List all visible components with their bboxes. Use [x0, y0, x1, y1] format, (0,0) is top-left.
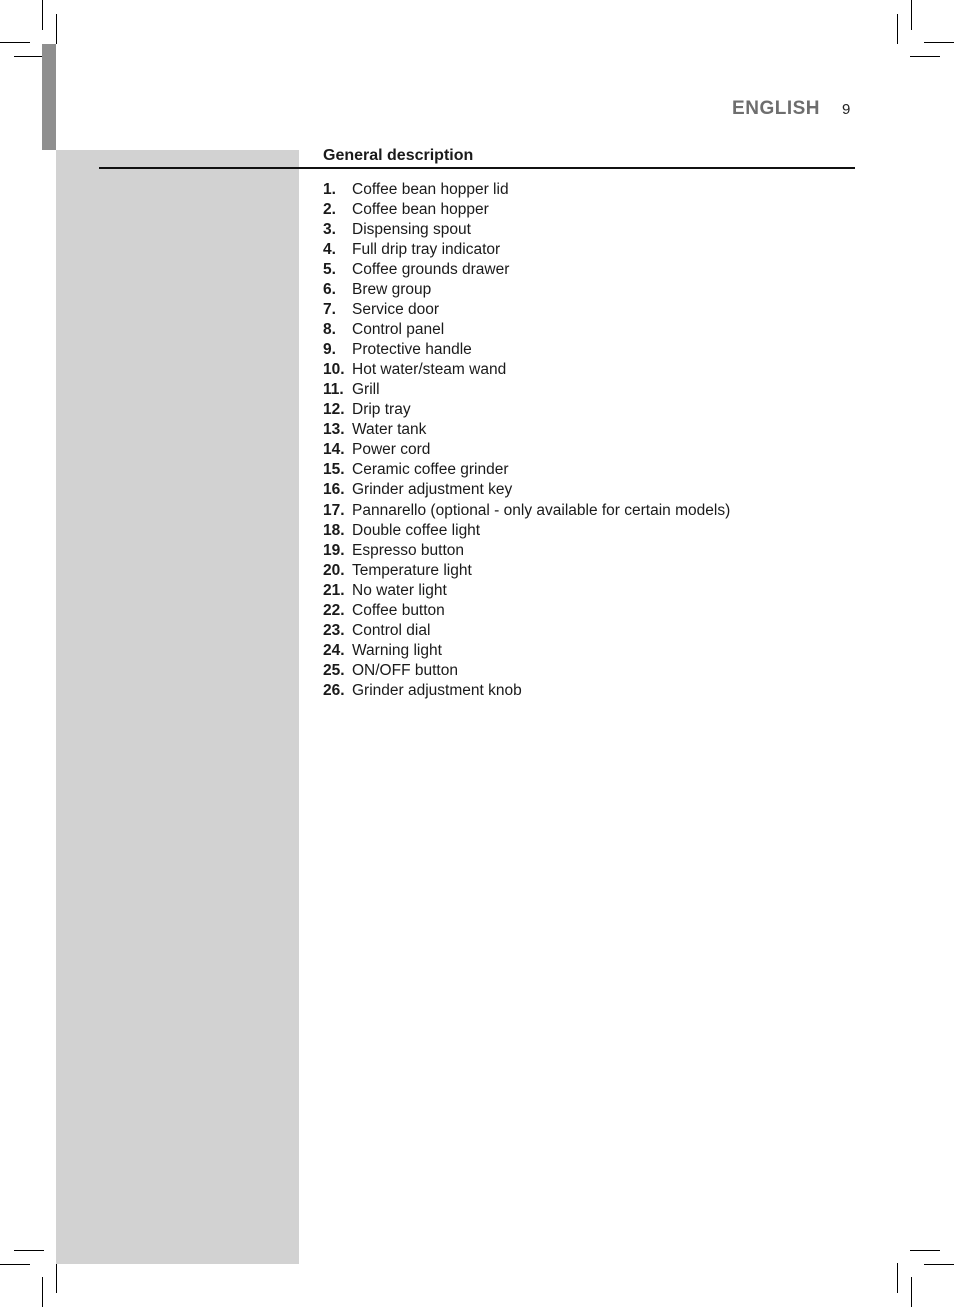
list-item — [323, 300, 730, 320]
crop-mark-top-right-vertical-inner — [897, 14, 898, 44]
item-label: Brew group — [352, 281, 432, 299]
item-label: Service door — [352, 301, 440, 319]
list-item — [323, 501, 730, 521]
list-item — [323, 360, 730, 380]
item-label: Dispensing spout — [352, 221, 471, 239]
crop-mark-top-right-horizontal-inner — [910, 56, 940, 57]
item-number: 2. — [323, 201, 336, 219]
item-number: 18. — [323, 521, 345, 539]
item-label: Full drip tray indicator — [352, 241, 501, 259]
list-item — [323, 380, 730, 400]
item-number: 6. — [323, 281, 336, 299]
item-label: Coffee button — [352, 601, 445, 619]
list-item — [323, 621, 730, 641]
list-item — [323, 420, 730, 440]
item-label: Water tank — [352, 421, 427, 439]
item-number: 25. — [323, 661, 345, 679]
page-number: 9 — [842, 101, 851, 118]
item-label: Drip tray — [352, 401, 411, 419]
list-item — [323, 440, 730, 460]
list-item — [323, 200, 730, 220]
item-number: 10. — [323, 361, 345, 379]
list-item — [323, 220, 730, 240]
item-number: 15. — [323, 461, 345, 479]
item-number: 12. — [323, 401, 345, 419]
item-number: 20. — [323, 561, 345, 579]
item-number: 9. — [323, 341, 336, 359]
item-label: Hot water/steam wand — [352, 361, 507, 379]
list-item — [323, 180, 730, 200]
list-item — [323, 480, 730, 500]
crop-mark-bottom-left-horizontal-outer — [0, 1264, 30, 1265]
item-label: Double coffee light — [352, 521, 481, 539]
crop-mark-bottom-right-vertical-inner — [897, 1263, 898, 1293]
language-label: ENGLISH — [732, 98, 820, 119]
item-number: 22. — [323, 601, 345, 619]
item-label: Control dial — [352, 621, 431, 639]
list-item — [323, 541, 730, 561]
list-item — [323, 681, 730, 701]
item-number: 7. — [323, 301, 336, 319]
item-number: 16. — [323, 481, 345, 499]
item-label: Coffee bean hopper — [352, 201, 489, 219]
section-divider — [99, 167, 855, 169]
item-label: Control panel — [352, 321, 445, 339]
crop-mark-top-right-vertical-outer — [911, 0, 912, 30]
item-label: ON/OFF button — [352, 661, 458, 679]
list-item — [323, 521, 730, 541]
item-number: 21. — [323, 581, 345, 599]
item-number: 24. — [323, 641, 345, 659]
crop-mark-bottom-left-horizontal-inner — [14, 1250, 44, 1251]
item-label: Protective handle — [352, 341, 472, 359]
item-label: No water light — [352, 581, 447, 599]
crop-mark-top-left-vertical-outer — [42, 0, 43, 30]
item-number: 14. — [323, 441, 345, 459]
item-label: Ceramic coffee grinder — [352, 461, 509, 479]
item-label: Coffee bean hopper lid — [352, 181, 509, 198]
list-item — [323, 641, 730, 661]
item-number: 19. — [323, 541, 345, 559]
list-item — [323, 260, 730, 280]
list-item — [323, 280, 730, 300]
item-number: 17. — [323, 501, 345, 519]
crop-mark-top-left-vertical-inner — [56, 14, 57, 44]
list-item — [323, 581, 730, 601]
item-number: 8. — [323, 321, 336, 339]
crop-mark-bottom-right-horizontal-outer — [924, 1264, 954, 1265]
crop-mark-top-left-horizontal-inner — [14, 56, 44, 57]
crop-mark-bottom-left-vertical-outer — [42, 1277, 43, 1307]
item-label: Grill — [352, 381, 380, 399]
item-label: Power cord — [352, 441, 431, 459]
list-item — [323, 240, 730, 260]
crop-mark-bottom-right-horizontal-inner — [910, 1250, 940, 1251]
list-item — [323, 561, 730, 581]
item-number: 5. — [323, 261, 336, 279]
list-item — [323, 400, 730, 420]
list-item — [323, 340, 730, 360]
item-label: Espresso button — [352, 541, 465, 559]
item-label: Grinder adjustment key — [352, 481, 513, 499]
parts-list — [323, 180, 730, 701]
crop-mark-top-right-horizontal-outer — [924, 42, 954, 43]
section-title: General description — [323, 147, 474, 164]
list-item — [323, 601, 730, 621]
crop-mark-top-left-horizontal-outer — [0, 42, 30, 43]
item-number: 4. — [323, 241, 336, 259]
item-label: Pannarello (optional - only available for certain models) — [352, 501, 731, 519]
list-item — [323, 661, 730, 681]
item-number: 3. — [323, 221, 336, 239]
item-label: Warning light — [352, 641, 442, 659]
item-label: Temperature light — [352, 561, 472, 579]
chapter-tab-marker — [42, 44, 56, 150]
item-label: Coffee grounds drawer — [352, 261, 510, 279]
list-item — [323, 460, 730, 480]
item-number: 1. — [323, 181, 336, 198]
crop-mark-bottom-right-vertical-outer — [911, 1277, 912, 1307]
item-label: Grinder adjustment knob — [352, 681, 522, 699]
list-item — [323, 320, 730, 340]
item-number: 13. — [323, 421, 345, 439]
item-number: 11. — [323, 381, 344, 399]
crop-mark-bottom-left-vertical-inner — [56, 1263, 57, 1293]
item-number: 26. — [323, 681, 345, 699]
left-margin-panel — [56, 150, 299, 1264]
item-number: 23. — [323, 621, 345, 639]
